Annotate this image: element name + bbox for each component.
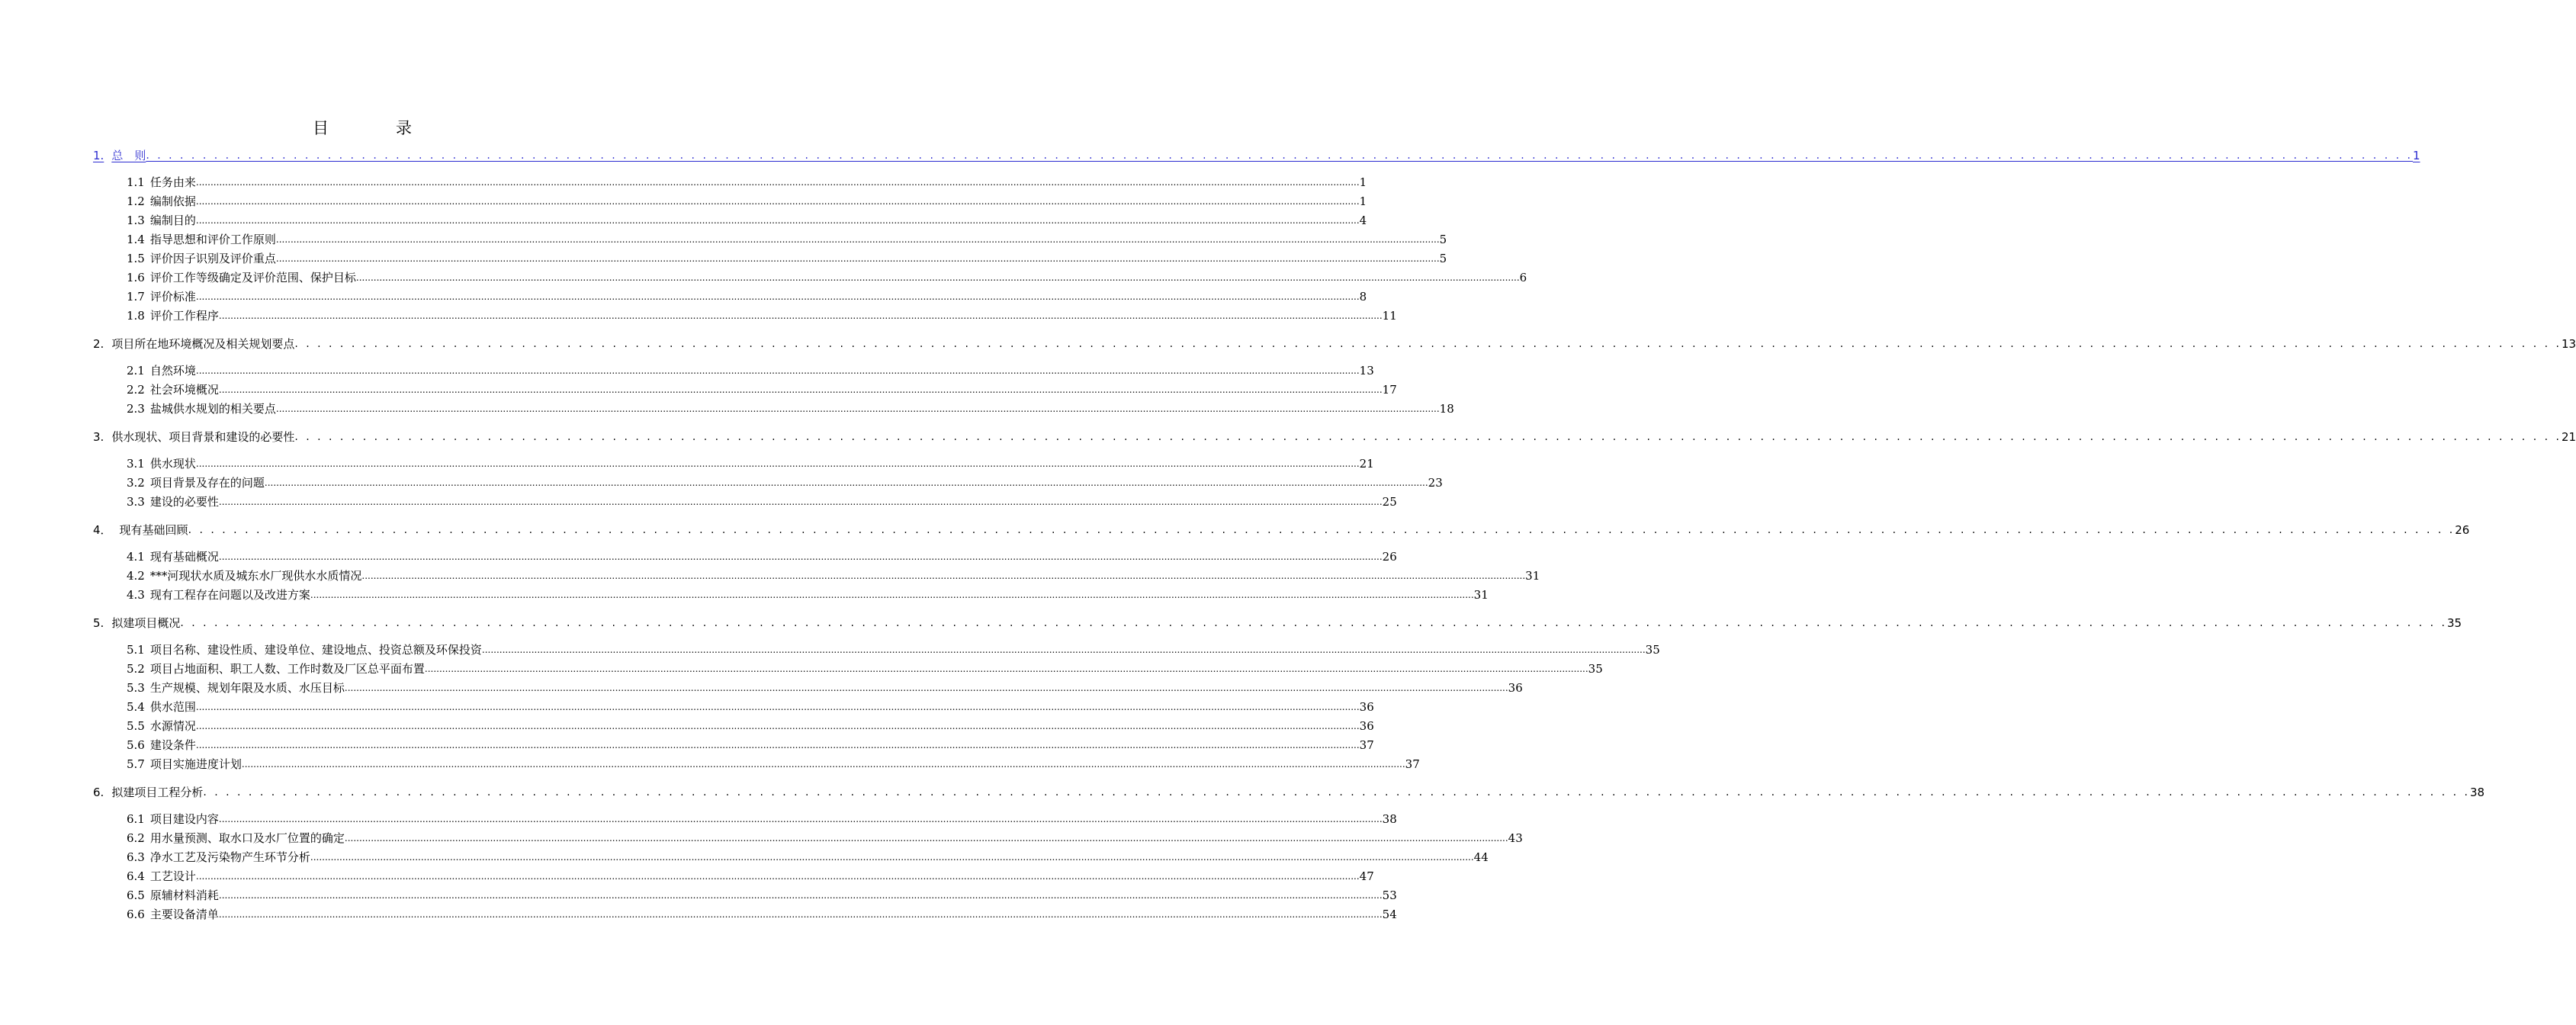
toc-section-number: 5.3 bbox=[127, 681, 145, 695]
toc-leader-dots: . . . . . . . . . . . . . . . . . . . . . . . . . . . . . . . . . . . . . . . . . . . . . . . . . . . . . . . . . . . . . . . . . . . . . . . . . . . . . . . . . . . . . . . . . . . . . . . . . . . . . . . . . . . . . . . . . . . . . . . . . . . . . . . . . . . . . . . . . . . . . . . . . . . . . . . . . . . . . . . . . . . . . . . . . . . . . . . . . . . . . . . . . . . . . . . . . . . . . . . . bbox=[146, 149, 2413, 162]
toc-page-number: 44 bbox=[1473, 850, 1489, 864]
toc-section-number: 4.3 bbox=[127, 588, 145, 602]
toc-section-1-5[interactable] bbox=[93, 249, 1447, 268]
toc-section-title bbox=[127, 886, 219, 905]
toc-section-label: 建设的必要性 bbox=[149, 495, 219, 509]
toc-section-1-7[interactable] bbox=[93, 288, 1367, 307]
toc-section-2-3[interactable] bbox=[93, 400, 1454, 419]
toc-section-label: 供水范围 bbox=[149, 700, 196, 714]
toc-section-title bbox=[127, 548, 219, 567]
toc-section-title bbox=[127, 829, 345, 848]
toc-leader-dots: ................................................................................................................................................................................................................................................................................................................................................................................................................ bbox=[355, 272, 1520, 283]
toc-section-title bbox=[127, 381, 219, 400]
toc-section-number: 6.2 bbox=[127, 831, 145, 845]
toc-section-label: 供水现状 bbox=[149, 457, 196, 471]
toc-section-number: 1.1 bbox=[127, 175, 145, 189]
toc-leader-dots: ................................................................................................................................................................................................................................................................................................................................................................................................................ bbox=[195, 196, 1360, 207]
toc-section-5-3[interactable] bbox=[93, 679, 1523, 698]
toc-page-number: 11 bbox=[1382, 309, 1397, 323]
toc-leader-dots: ................................................................................................................................................................................................................................................................................................................................................................................................................ bbox=[195, 365, 1360, 376]
toc-page-number: 35 bbox=[1645, 643, 1660, 657]
toc-chapter-5[interactable] bbox=[93, 614, 2462, 633]
toc-leader-dots: ................................................................................................................................................................................................................................................................................................................................................................................................................ bbox=[218, 496, 1383, 507]
toc-page-number: 4 bbox=[1359, 214, 1367, 227]
toc-page-number: 38 bbox=[1382, 812, 1397, 826]
toc-section-1-6[interactable] bbox=[93, 268, 1527, 288]
toc-page-number: 25 bbox=[1382, 495, 1397, 509]
toc-leader-dots: ................................................................................................................................................................................................................................................................................................................................................................................................................ bbox=[275, 234, 1440, 245]
toc-section-title bbox=[127, 679, 345, 698]
toc-section-number: 1.6 bbox=[127, 271, 145, 284]
toc-section-6-4[interactable] bbox=[93, 867, 1374, 886]
toc-section-label: 项目名称、建设性质、建设单位、建设地点、投资总额及环保投资 bbox=[149, 643, 482, 657]
toc-section-title bbox=[127, 288, 196, 307]
toc-section-6-6[interactable] bbox=[93, 905, 1397, 924]
toc-section-label: 主要设备清单 bbox=[149, 908, 219, 921]
toc-section-4-2[interactable] bbox=[93, 567, 1540, 586]
toc-chapter-number: 1. bbox=[93, 149, 104, 162]
toc-chapter-title bbox=[93, 335, 294, 354]
toc-page-number: 18 bbox=[1439, 402, 1454, 416]
toc-section-title bbox=[127, 810, 219, 829]
toc-section-number: 6.5 bbox=[127, 888, 145, 902]
toc-page-number: 5 bbox=[1439, 252, 1447, 265]
toc-section-title bbox=[127, 455, 196, 474]
toc-section-number: 4.2 bbox=[127, 569, 145, 583]
toc-section-label: 任务由来 bbox=[149, 175, 196, 189]
toc-section-number: 3.1 bbox=[127, 457, 145, 471]
toc-section-6-2[interactable] bbox=[93, 829, 1523, 848]
toc-section-label: 现有工程存在问题以及改进方案 bbox=[149, 588, 310, 602]
toc-leader-dots: ................................................................................................................................................................................................................................................................................................................................................................................................................ bbox=[275, 403, 1440, 414]
toc-page-number: 26 bbox=[2455, 523, 2470, 537]
toc-chapter-label: 供水现状、项目背景和建设的必要性 bbox=[111, 430, 295, 444]
toc-leader-dots: . . . . . . . . . . . . . . . . . . . . . . . . . . . . . . . . . . . . . . . . . . . . . . . . . . . . . . . . . . . . . . . . . . . . . . . . . . . . . . . . . . . . . . . . . . . . . . . . . . . . . . . . . . . . . . . . . . . . . . . . . . . . . . . . . . . . . . . . . . . . . . . . . . . . . . . . . . . . . . . . . . . . . . . . . . . . . . . . . . . . . . . . . . . . . . . . . . . . . . . . bbox=[294, 338, 2562, 350]
toc-section-title bbox=[127, 268, 356, 288]
toc-leader-dots: ................................................................................................................................................................................................................................................................................................................................................................................................................ bbox=[241, 759, 1405, 770]
toc-section-label: 评价因子识别及评价重点 bbox=[149, 252, 276, 265]
toc-chapter-label: 拟建项目工程分析 bbox=[111, 786, 204, 799]
toc-section-number: 5.4 bbox=[127, 700, 145, 714]
toc-page-number: 26 bbox=[1382, 550, 1397, 564]
toc-section-6-1[interactable] bbox=[93, 810, 1397, 829]
toc-section-label: 评价工作等级确定及评价范围、保护目标 bbox=[149, 271, 356, 284]
toc-leader-dots: . . . . . . . . . . . . . . . . . . . . . . . . . . . . . . . . . . . . . . . . . . . . . . . . . . . . . . . . . . . . . . . . . . . . . . . . . . . . . . . . . . . . . . . . . . . . . . . . . . . . . . . . . . . . . . . . . . . . . . . . . . . . . . . . . . . . . . . . . . . . . . . . . . . . . . . . . . . . . . . . . . . . . . . . . . . . . . . . . . . . . . . . . . . . . . . . . . . . . . . . bbox=[188, 524, 2456, 536]
toc-section-1-8[interactable] bbox=[93, 307, 1397, 326]
toc-section-number: 5.2 bbox=[127, 662, 145, 676]
toc-section-number: 6.3 bbox=[127, 850, 145, 864]
toc-section-5-2[interactable] bbox=[93, 660, 1603, 679]
table-of-contents bbox=[93, 146, 2576, 924]
toc-section-number: 3.2 bbox=[127, 476, 145, 490]
toc-section-3-1[interactable] bbox=[93, 455, 1374, 474]
toc-section-number: 1.8 bbox=[127, 309, 145, 323]
toc-page-number: 36 bbox=[1508, 681, 1523, 695]
toc-section-label: 工艺设计 bbox=[149, 869, 196, 883]
toc-chapter-label: 现有基础回顾 bbox=[119, 523, 188, 537]
toc-page-number: 37 bbox=[1359, 738, 1374, 752]
toc-section-number: 5.6 bbox=[127, 738, 145, 752]
toc-leader-dots: ................................................................................................................................................................................................................................................................................................................................................................................................................ bbox=[424, 664, 1588, 674]
toc-section-5-6[interactable] bbox=[93, 736, 1374, 755]
toc-section-title bbox=[127, 192, 196, 211]
toc-section-5-4[interactable] bbox=[93, 698, 1374, 717]
toc-leader-dots: . . . . . . . . . . . . . . . . . . . . . . . . . . . . . . . . . . . . . . . . . . . . . . . . . . . . . . . . . . . . . . . . . . . . . . . . . . . . . . . . . . . . . . . . . . . . . . . . . . . . . . . . . . . . . . . . . . . . . . . . . . . . . . . . . . . . . . . . . . . . . . . . . . . . . . . . . . . . . . . . . . . . . . . . . . . . . . . . . . . . . . . . . . . . . . . . . . . . . . . . bbox=[203, 786, 2470, 798]
toc-chapter-4[interactable] bbox=[93, 521, 2470, 540]
toc-leader-dots: ................................................................................................................................................................................................................................................................................................................................................................................................................ bbox=[218, 909, 1383, 920]
toc-section-number: 1.2 bbox=[127, 194, 145, 208]
toc-leader-dots: ................................................................................................................................................................................................................................................................................................................................................................................................................ bbox=[218, 814, 1383, 824]
toc-section-label: 用水量预测、取水口及水厂位置的确定 bbox=[149, 831, 345, 845]
toc-leader-dots: ................................................................................................................................................................................................................................................................................................................................................................................................................ bbox=[264, 477, 1428, 488]
toc-page-number: 5 bbox=[1439, 233, 1447, 246]
toc-section-6-5[interactable] bbox=[93, 886, 1397, 905]
toc-section-1-1[interactable] bbox=[93, 173, 1367, 192]
toc-section-label: 自然环境 bbox=[149, 364, 196, 378]
toc-section-4-1[interactable] bbox=[93, 548, 1397, 567]
page-title: 目录 bbox=[313, 119, 479, 137]
toc-section-label: 建设条件 bbox=[149, 738, 196, 752]
toc-chapter-1[interactable] bbox=[93, 146, 2420, 165]
toc-section-title bbox=[127, 586, 310, 605]
toc-page-number: 31 bbox=[1473, 588, 1489, 602]
toc-section-1-4[interactable] bbox=[93, 230, 1447, 249]
toc-section-label: 编制依据 bbox=[149, 194, 196, 208]
toc-section-title bbox=[127, 736, 196, 755]
toc-leader-dots: ................................................................................................................................................................................................................................................................................................................................................................................................................ bbox=[195, 291, 1360, 302]
toc-section-list bbox=[93, 641, 1660, 774]
toc-leader-dots: ................................................................................................................................................................................................................................................................................................................................................................................................................ bbox=[344, 683, 1508, 693]
toc-section-title bbox=[127, 905, 219, 924]
toc-chapter-number: 3. bbox=[93, 430, 104, 444]
toc-section-number: 6.6 bbox=[127, 908, 145, 921]
toc-section-title bbox=[127, 567, 361, 586]
toc-section-label: 盐城供水规划的相关要点 bbox=[149, 402, 276, 416]
toc-section-label: 社会环境概况 bbox=[149, 383, 219, 397]
toc-leader-dots: ................................................................................................................................................................................................................................................................................................................................................................................................................ bbox=[310, 852, 1474, 863]
toc-leader-dots: ................................................................................................................................................................................................................................................................................................................................................................................................................ bbox=[361, 570, 1526, 581]
toc-section-label: 项目背景及存在的问题 bbox=[149, 476, 265, 490]
toc-leader-dots: ................................................................................................................................................................................................................................................................................................................................................................................................................ bbox=[218, 890, 1383, 901]
toc-section-number: 2.2 bbox=[127, 383, 145, 397]
toc-section-label: 编制目的 bbox=[149, 214, 196, 227]
toc-page-number: 23 bbox=[1428, 476, 1443, 490]
toc-section-number: 2.3 bbox=[127, 402, 145, 416]
toc-section-title bbox=[127, 755, 242, 774]
toc-page-number: 1 bbox=[1359, 175, 1367, 189]
toc-page-number: 37 bbox=[1405, 757, 1420, 771]
toc-section-list bbox=[93, 455, 1443, 512]
toc-section-label: 评价工作程序 bbox=[149, 309, 219, 323]
toc-section-label: 项目建设内容 bbox=[149, 812, 219, 826]
toc-page-number: 21 bbox=[1359, 457, 1374, 471]
toc-section-label: 评价标准 bbox=[149, 290, 196, 304]
toc-section-title bbox=[127, 173, 196, 192]
toc-chapter-label: 项目所在地环境概况及相关规划要点 bbox=[111, 337, 295, 351]
toc-section-number: 1.5 bbox=[127, 252, 145, 265]
toc-section-6-3[interactable] bbox=[93, 848, 1489, 867]
toc-section-label: 生产规模、规划年限及水质、水压目标 bbox=[149, 681, 345, 695]
toc-section-title bbox=[127, 848, 310, 867]
toc-section-title bbox=[127, 361, 196, 381]
toc-section-label: 净水工艺及污染物产生环节分析 bbox=[149, 850, 310, 864]
toc-page-number: 54 bbox=[1382, 908, 1397, 921]
toc-section-label: 原辅材料消耗 bbox=[149, 888, 219, 902]
toc-page-number: 53 bbox=[1382, 888, 1397, 902]
toc-section-label: 水源情况 bbox=[149, 719, 196, 733]
toc-leader-dots: ................................................................................................................................................................................................................................................................................................................................................................................................................ bbox=[218, 384, 1383, 395]
toc-section-title bbox=[127, 249, 276, 268]
toc-page-number: 31 bbox=[1525, 569, 1540, 583]
toc-section-list bbox=[93, 548, 1540, 605]
toc-chapter-6[interactable] bbox=[93, 783, 2485, 802]
toc-section-title bbox=[127, 698, 196, 717]
toc-section-title bbox=[127, 211, 196, 230]
toc-page-number: 1 bbox=[1359, 194, 1367, 208]
toc-chapter-title bbox=[93, 614, 180, 633]
toc-leader-dots: ................................................................................................................................................................................................................................................................................................................................................................................................................ bbox=[195, 721, 1360, 731]
toc-section-title bbox=[127, 717, 196, 736]
toc-section-number: 4.1 bbox=[127, 550, 145, 564]
toc-chapter-2[interactable] bbox=[93, 335, 2576, 354]
toc-section-list bbox=[93, 810, 1523, 924]
toc-leader-dots: ................................................................................................................................................................................................................................................................................................................................................................................................................ bbox=[275, 253, 1440, 264]
toc-page-number: 47 bbox=[1359, 869, 1374, 883]
toc-section-label: 项目实施进度计划 bbox=[149, 757, 242, 771]
toc-section-title bbox=[127, 493, 219, 512]
toc-section-3-3[interactable] bbox=[93, 493, 1397, 512]
toc-section-number: 1.7 bbox=[127, 290, 145, 304]
toc-section-label: 项目占地面积、职工人数、工作时数及厂区总平面布置 bbox=[149, 662, 425, 676]
toc-section-number: 3.3 bbox=[127, 495, 145, 509]
toc-section-1-3[interactable] bbox=[93, 211, 1367, 230]
toc-page-number: 43 bbox=[1508, 831, 1523, 845]
toc-chapter-title bbox=[93, 146, 146, 165]
toc-leader-dots: . . . . . . . . . . . . . . . . . . . . . . . . . . . . . . . . . . . . . . . . . . . . . . . . . . . . . . . . . . . . . . . . . . . . . . . . . . . . . . . . . . . . . . . . . . . . . . . . . . . . . . . . . . . . . . . . . . . . . . . . . . . . . . . . . . . . . . . . . . . . . . . . . . . . . . . . . . . . . . . . . . . . . . . . . . . . . . . . . . . . . . . . . . . . . . . . . . . . . . . . bbox=[180, 617, 2447, 629]
toc-section-5-7[interactable] bbox=[93, 755, 1420, 774]
toc-chapter-number: 5. bbox=[93, 616, 104, 630]
toc-leader-dots: ................................................................................................................................................................................................................................................................................................................................................................................................................ bbox=[195, 702, 1360, 712]
toc-section-number: 5.1 bbox=[127, 643, 145, 657]
toc-chapter-title bbox=[93, 783, 203, 802]
toc-section-title bbox=[127, 400, 276, 419]
toc-leader-dots: ................................................................................................................................................................................................................................................................................................................................................................................................................ bbox=[195, 177, 1360, 188]
toc-leader-dots: ................................................................................................................................................................................................................................................................................................................................................................................................................ bbox=[195, 458, 1360, 469]
toc-section-title bbox=[127, 867, 196, 886]
toc-chapter-number: 6. bbox=[93, 786, 104, 799]
toc-chapter-label: 拟建项目概况 bbox=[111, 616, 181, 630]
toc-section-title bbox=[127, 474, 265, 493]
toc-chapter-label: 总 则 bbox=[111, 149, 146, 162]
toc-section-number: 2.1 bbox=[127, 364, 145, 378]
toc-section-label: ***河现状水质及城东水厂现供水水质情况 bbox=[149, 569, 362, 583]
toc-leader-dots: ................................................................................................................................................................................................................................................................................................................................................................................................................ bbox=[195, 740, 1360, 750]
toc-section-number: 6.4 bbox=[127, 869, 145, 883]
toc-page-number: 35 bbox=[1588, 662, 1603, 676]
toc-section-list bbox=[93, 361, 1454, 419]
toc-section-5-1[interactable] bbox=[93, 641, 1660, 660]
toc-section-1-2[interactable] bbox=[93, 192, 1367, 211]
toc-chapter-title bbox=[93, 428, 294, 447]
toc-chapter-number: 2. bbox=[93, 337, 104, 351]
toc-section-label: 指导思想和评价工作原则 bbox=[149, 233, 276, 246]
toc-leader-dots: ................................................................................................................................................................................................................................................................................................................................................................................................................ bbox=[195, 215, 1360, 226]
toc-section-title bbox=[127, 307, 219, 326]
toc-page-number: 1 bbox=[2412, 149, 2420, 162]
toc-section-number: 1.3 bbox=[127, 214, 145, 227]
toc-section-number: 1.4 bbox=[127, 233, 145, 246]
toc-page-number: 38 bbox=[2469, 786, 2485, 799]
toc-section-number: 5.5 bbox=[127, 719, 145, 733]
toc-page-number: 35 bbox=[2446, 616, 2462, 630]
toc-leader-dots: ................................................................................................................................................................................................................................................................................................................................................................................................................ bbox=[310, 590, 1474, 600]
toc-page-number: 13 bbox=[2561, 337, 2576, 351]
toc-section-number: 5.7 bbox=[127, 757, 145, 771]
toc-section-number: 6.1 bbox=[127, 812, 145, 826]
toc-page-number: 6 bbox=[1519, 271, 1527, 284]
toc-section-2-2[interactable] bbox=[93, 381, 1397, 400]
toc-section-title bbox=[127, 641, 482, 660]
toc-leader-dots: ................................................................................................................................................................................................................................................................................................................................................................................................................ bbox=[218, 310, 1383, 321]
toc-section-title bbox=[127, 230, 276, 249]
toc-section-list bbox=[93, 173, 1527, 326]
toc-leader-dots: ................................................................................................................................................................................................................................................................................................................................................................................................................ bbox=[195, 871, 1360, 882]
toc-leader-dots: ................................................................................................................................................................................................................................................................................................................................................................................................................ bbox=[344, 833, 1508, 843]
toc-page-number: 36 bbox=[1359, 719, 1374, 733]
toc-section-title bbox=[127, 660, 425, 679]
toc-page-number: 13 bbox=[1359, 364, 1374, 378]
toc-leader-dots: . . . . . . . . . . . . . . . . . . . . . . . . . . . . . . . . . . . . . . . . . . . . . . . . . . . . . . . . . . . . . . . . . . . . . . . . . . . . . . . . . . . . . . . . . . . . . . . . . . . . . . . . . . . . . . . . . . . . . . . . . . . . . . . . . . . . . . . . . . . . . . . . . . . . . . . . . . . . . . . . . . . . . . . . . . . . . . . . . . . . . . . . . . . . . . . . . . . . . . . . bbox=[294, 431, 2562, 443]
toc-page-number: 36 bbox=[1359, 700, 1374, 714]
toc-leader-dots: ................................................................................................................................................................................................................................................................................................................................................................................................................ bbox=[218, 551, 1383, 562]
toc-section-4-3[interactable] bbox=[93, 586, 1489, 605]
toc-chapter-number: 4． bbox=[93, 523, 112, 537]
toc-page-number: 21 bbox=[2561, 430, 2576, 444]
toc-section-2-1[interactable] bbox=[93, 361, 1374, 381]
toc-leader-dots: ................................................................................................................................................................................................................................................................................................................................................................................................................ bbox=[481, 644, 1646, 655]
toc-chapter-3[interactable] bbox=[93, 428, 2576, 447]
toc-section-3-2[interactable] bbox=[93, 474, 1443, 493]
toc-page-number: 17 bbox=[1382, 383, 1397, 397]
toc-section-5-5[interactable] bbox=[93, 717, 1374, 736]
toc-chapter-title bbox=[93, 521, 188, 540]
toc-page-number: 8 bbox=[1359, 290, 1367, 304]
toc-section-label: 现有基础概况 bbox=[149, 550, 219, 564]
